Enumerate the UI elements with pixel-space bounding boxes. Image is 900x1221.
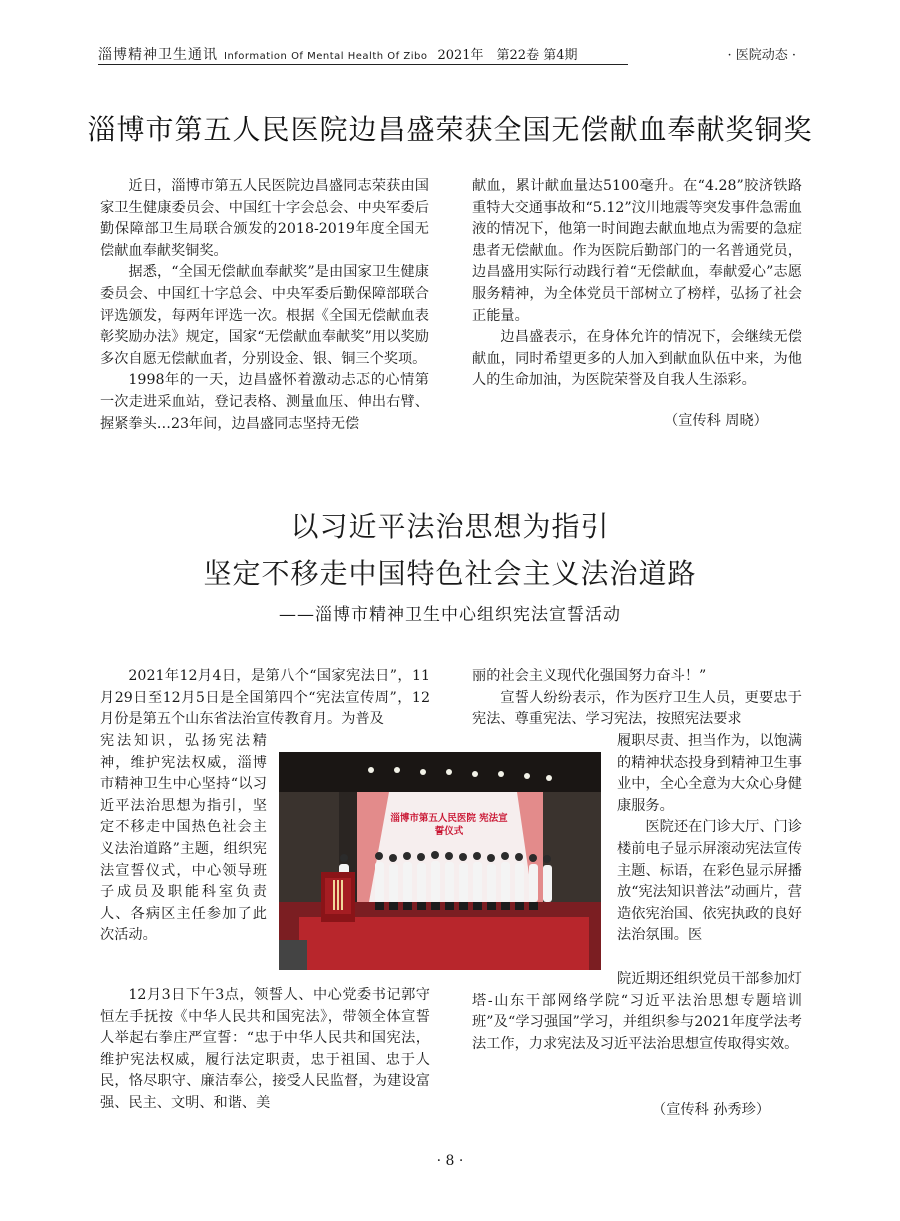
article2-subtitle: ——淄博市精神卫生中心组织宪法宣誓活动 bbox=[279, 605, 621, 625]
article1-byline: （宣传科 周晓） bbox=[664, 413, 768, 429]
article2-left-top bbox=[100, 666, 430, 731]
journal-name-en: Information Of Mental Health Of Zibo bbox=[224, 51, 428, 62]
article1-paragraph: 1998年的一天，边昌盛怀着激动忐忑的心情第一次走进采血站，登记表格、测量血压、伸出右臂、握紧拳头…23年间，边昌盛同志坚持无偿 bbox=[100, 372, 429, 432]
article2-right-narrow bbox=[617, 731, 802, 947]
article1-right-column bbox=[472, 176, 802, 392]
ceremony-photo-illustration bbox=[279, 752, 601, 970]
article2-left-narrow bbox=[100, 731, 267, 947]
header-rule bbox=[98, 64, 628, 65]
article2-paragraph: 丽的社会主义现代化强国努力奋斗！” bbox=[472, 668, 707, 684]
article2-title-line2: 坚定不移走中国特色社会主义法治道路 bbox=[203, 557, 697, 590]
article1-left-column bbox=[100, 176, 429, 435]
article1-paragraph: 献血，累计献血量达5100毫升。在“4.28”胶济铁路重特大交通事故和“5.12”汶川地震等突发事件急需血液的情况下，他第一时间跑去献血地点为需要的急症患者无偿献血。作为医院后勤部门的一名普通党员，边昌盛用实际行动践行着“无偿献血，奉献爱心”志愿服务精神，为全体党员干部树立了榜样，弘扬了社会正能量。 bbox=[472, 178, 802, 324]
article2-paragraph: 院近期还组织党员干部参加灯塔-山东干部网络学院“习近平法治思想专题培训班”及“学习强国”学习，并组织参与2021年度学法考法工作，力求宪法及习近平法治思想宣传取得实效。 bbox=[472, 971, 802, 1052]
article2-paragraph: 履职尽责、担当作为，以饱满的精神状态投身到精神卫生事业中，全心全意为大众心身健康服务。 bbox=[617, 733, 802, 814]
issue-info: 2021年 第22卷 第4期 bbox=[437, 48, 578, 63]
article2-right-top bbox=[472, 666, 802, 731]
section-label: · 医院动态 · bbox=[727, 48, 796, 63]
article2-byline: （宣传科 孙秀珍） bbox=[652, 1102, 771, 1118]
journal-name: 淄博精神卫生通讯 bbox=[98, 47, 218, 63]
page-number: · 8 · bbox=[436, 1153, 464, 1169]
article2-title-line1: 以习近平法治思想为指引 bbox=[290, 510, 610, 543]
article2-paragraph: 宣誓人纷纷表示，作为医疗卫生人员，更要忠于宪法、尊重宪法、学习宪法，按照宪法要求 bbox=[472, 689, 802, 728]
article2-paragraph: 医院还在门诊大厅、门诊楼前电子显示屏滚动宪法宣传主题、标语，在彩色显示屏播放“宪法知识普法”动画片，营造依宪治国、依宪执政的良好法治氛围。医 bbox=[617, 819, 802, 944]
article2-left-bottom bbox=[100, 985, 430, 1115]
article1-paragraph: 边昌盛表示，在身体允许的情况下，会继续无偿献血，同时希望更多的人加入到献血队伍中来，为他人的生命加油，为医院荣誉及自我人生添彩。 bbox=[472, 329, 802, 389]
article2-paragraph: 12月3日下午3点，领誓人、中心党委书记郭守恒左手抚按《中华人民共和国宪法》，带领全体宣誓人举起右拳庄严宣誓：“忠于中华人民共和国宪法，维护宪法权威，履行法定职责，忠于祖国、忠于人民，恪尽职守、廉洁奉公，接受人民监督，为建设富强、民主、文明、和谐、美 bbox=[100, 987, 430, 1111]
photo-banner-text: 淄博市第五人民医院 宪法宣誓仪式 bbox=[390, 813, 508, 837]
article2-paragraph: 2021年12月4日，是第八个“国家宪法日”，11月29日至12月5日是全国第四个“宪法宣传周”，12月份是第五个山东省法治宣传教育月。为普及 bbox=[100, 668, 430, 728]
article1-title: 淄博市第五人民医院边昌盛荣获全国无偿献血奉献奖铜奖 bbox=[87, 113, 813, 146]
article2-paragraph: 宪法知识，弘扬宪法精神，维护宪法权威，淄博市精神卫生中心坚持“以习近平法治思想为指引，坚定不移走中国热色社会主义法治道路”主题，组织宪法宣誓仪式，中心领导班子成员及职能科室负责人、各病区主任参加了此次活动。 bbox=[100, 733, 267, 944]
article1-paragraph: 据悉，“全国无偿献血奉献奖”是由国家卫生健康委员会、中国红十字总会、中央军委后勤保障部联合评选颁发，每两年评选一次。根据《全国无偿献血表彰奖励办法》规定，国家“无偿献血奉献奖”用以奖励多次自愿无偿献血者，分别设金、银、铜三个奖项。 bbox=[100, 264, 429, 367]
ceremony-photo bbox=[279, 752, 601, 970]
running-header bbox=[98, 44, 628, 64]
article2-right-bottom bbox=[472, 969, 802, 1055]
article1-paragraph: 近日，淄博市第五人民医院边昌盛同志荣获由国家卫生健康委员会、中国红十字会总会、中央军委后勤保障部卫生局联合颁发的2018-2019年度全国无偿献血奉献奖铜奖。 bbox=[100, 178, 429, 259]
